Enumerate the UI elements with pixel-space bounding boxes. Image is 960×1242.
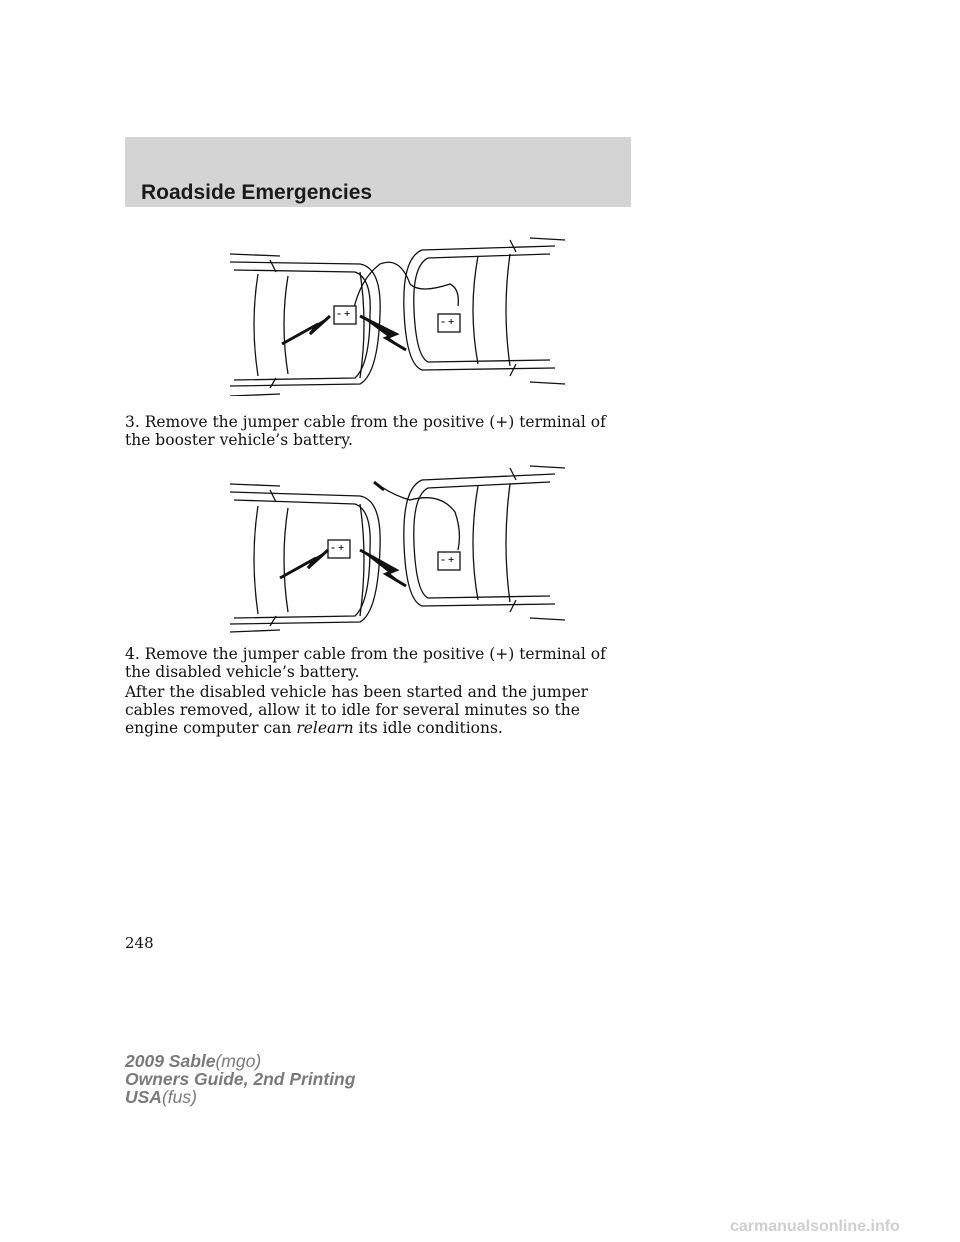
step-4-text: 4. Remove the jumper cable from the positive (+) terminal of the disabled vehicle’s battery. xyxy=(125,645,606,681)
idle-note-after: its idle conditions. xyxy=(353,719,503,737)
battery-terminal-label: – + xyxy=(331,543,345,552)
battery-terminal-label: – + xyxy=(441,555,455,564)
cable-clamp-icon xyxy=(374,482,384,490)
idle-note-emphasis: relearn xyxy=(296,719,354,737)
disabled-vehicle-outline xyxy=(230,484,380,632)
battery-terminal-label: – + xyxy=(441,317,455,326)
print-footer xyxy=(125,1052,355,1106)
booster-vehicle-outline xyxy=(404,466,565,620)
cable-loose xyxy=(380,486,459,550)
jumper-diagram-connected xyxy=(210,234,570,396)
spark-left-icon xyxy=(280,550,328,578)
footer-line-3 xyxy=(125,1088,355,1106)
disabled-vehicle-outline xyxy=(230,254,380,396)
spark-left-icon xyxy=(282,316,330,344)
jumper-diagram-booster-removed xyxy=(210,462,570,634)
spark-right-icon xyxy=(360,316,406,350)
idle-note-before: After the disabled vehicle has been started and the jumper cables removed, allow it to idle for several minutes so the engine computer can xyxy=(125,683,589,737)
section-title: Roadside Emergencies xyxy=(141,181,373,204)
spark-right-icon xyxy=(360,550,406,586)
footer-region: USA xyxy=(125,1087,162,1107)
footer-model: 2009 Sable xyxy=(125,1051,216,1071)
page-number: 248 xyxy=(125,934,154,952)
battery-terminal-label: – + xyxy=(337,309,351,318)
footer-model-code: (mgo) xyxy=(215,1051,262,1071)
footer-region-code: (fus) xyxy=(161,1087,197,1107)
site-watermark: carmanualsonline.info xyxy=(730,1218,900,1235)
idle-note-text xyxy=(125,683,635,737)
booster-vehicle-outline xyxy=(404,238,565,384)
footer-line-2: Owners Guide, 2nd Printing xyxy=(125,1069,356,1089)
cable-negative xyxy=(353,262,458,312)
step-3-text: 3. Remove the jumper cable from the positive (+) terminal of the booster vehicle’s battery. xyxy=(125,413,606,449)
footer-line-1 xyxy=(125,1052,355,1070)
section-header-band xyxy=(125,137,631,207)
